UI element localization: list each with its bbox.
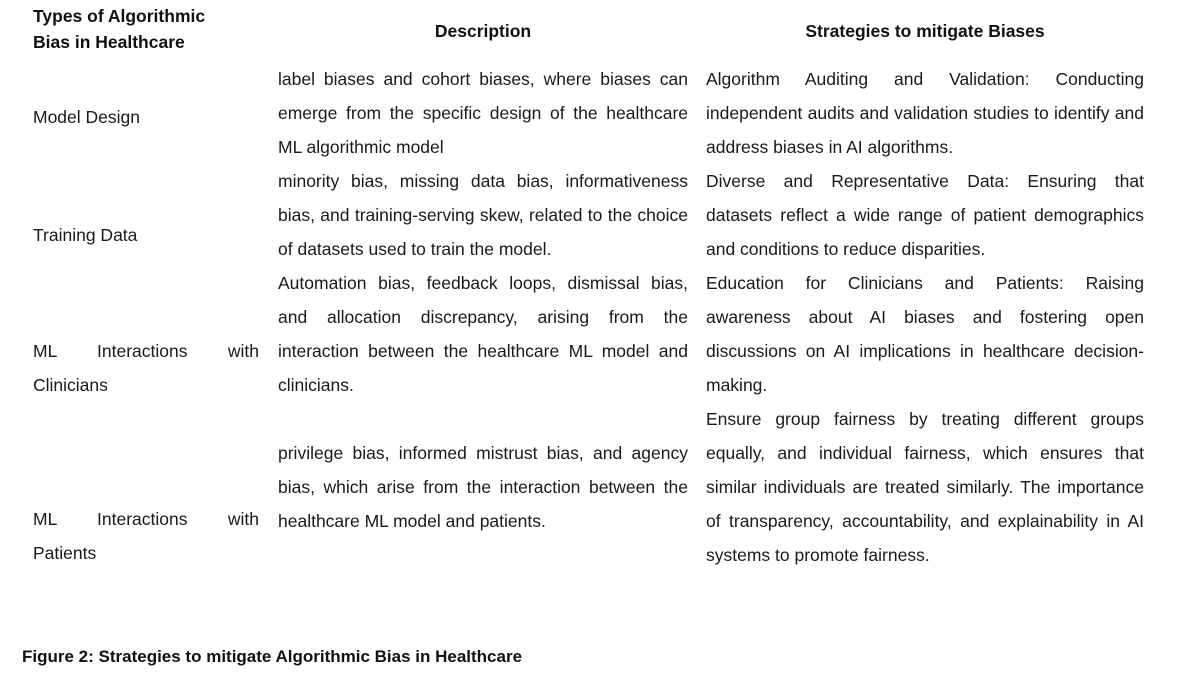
row-label-text-line2: Patients xyxy=(33,543,97,563)
row-label-ml-interactions-clinicians xyxy=(33,334,259,402)
strategies-column xyxy=(706,62,1144,572)
column-header-strategies: Strategies to mitigate Biases xyxy=(805,21,1045,41)
description-cell-ml-patients: privilege bias, informed mistrust bias, and agency bias, which arise from the interaction between the healthcare ML model and patients. xyxy=(278,443,688,531)
row-label-text: Training Data xyxy=(33,225,138,245)
strategies-cell-model-design: Algorithm Auditing and Validation: Conducting independent audits and validation studies to identify and address biases in AI algorithms. xyxy=(706,69,1144,157)
description-cell-training-data: minority bias, missing data bias, informativeness bias, and training-serving skew, related to the choice of datasets used to train the model. xyxy=(278,171,688,259)
description-column-spacer xyxy=(278,402,688,436)
row-label-text-line1: ML Interactions with xyxy=(33,341,259,361)
description-column xyxy=(278,62,688,538)
strategies-cell-ml-patients: Ensure group fairness by treating different groups equally, and individual fairness, which ensures that similar individuals are treated similarly. The importance of transparency, accountability, and explainability in AI systems to promote fairness. xyxy=(706,409,1144,565)
column-header-types-line2: Bias in Healthcare xyxy=(33,32,185,52)
description-cell-ml-clinicians: Automation bias, feedback loops, dismissal bias, and allocation discrepancy, arising from the interaction between the healthcare ML model and clinicians. xyxy=(278,273,688,395)
row-label-text-line2: Clinicians xyxy=(33,375,108,395)
row-label-model-design xyxy=(33,100,259,134)
column-header-types-line1: Types of Algorithmic xyxy=(33,6,206,26)
row-label-training-data xyxy=(33,218,259,252)
strategies-cell-ml-clinicians: Education for Clinicians and Patients: Raising awareness about AI biases and fostering open discussions on AI implications in healthcare decision-making. xyxy=(706,273,1144,395)
row-label-text-line1: ML Interactions with xyxy=(33,509,259,529)
row-label-text: Model Design xyxy=(33,107,140,127)
strategies-cell-training-data: Diverse and Representative Data: Ensuring that datasets reflect a wide range of patient demographics and conditions to reduce disparities. xyxy=(706,171,1144,259)
table-header-row xyxy=(0,0,1197,58)
description-cell-model-design: label biases and cohort biases, where biases can emerge from the specific design of the healthcare ML algorithmic model xyxy=(278,69,688,157)
figure-caption: Figure 2: Strategies to mitigate Algorithmic Bias in Healthcare xyxy=(22,647,523,666)
row-label-ml-interactions-patients xyxy=(33,502,259,570)
column-header-description: Description xyxy=(434,21,532,41)
column-header-types-of-bias xyxy=(33,3,263,55)
